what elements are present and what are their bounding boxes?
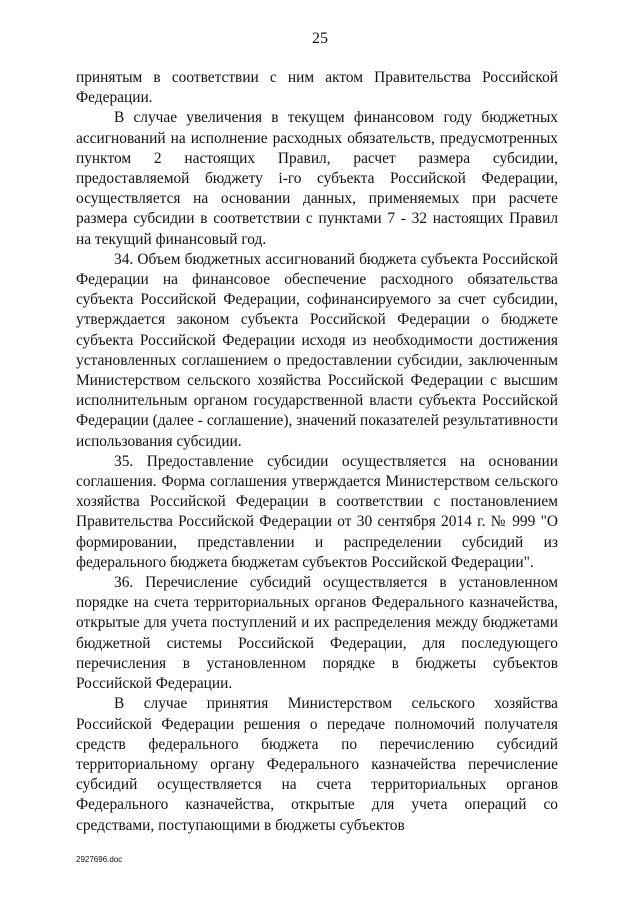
paragraph-budget-increase: В случае увеличения в текущем финансовом году бюджетных ассигнований на исполнение расходных обязательств, предусмотренных пунктом 2 настоящих Правил, расчет размера субсидии, предоставляемой бюджету i-го субъекта Российской Федерации, осуществляется на основании данных, применяемых при расчете размера субсидии в соответствии с пунктами 7 - 32 настоящих Правил на текущий финансовый год.: [76, 109, 558, 248]
paragraph-continuation: принятым в соответствии с ним актом Правительства Российской Федерации.: [76, 69, 558, 107]
paragraph-transfer-powers: В случае принятия Министерством сельского хозяйства Российской Федерации решения о передаче полномочий получателя средств федерального бюджета по перечислению субсидий территориальному органу Федерального казначейства перечисление субсидий осуществляется на счета территориальных органов Федерального казначейства, открытые для учета операций со средствами, поступающими в бюджеты субъектов: [76, 695, 558, 834]
paragraph-item-35: 35. Предоставление субсидии осуществляется на основании соглашения. Форма соглашения утверждается Министерством сельского хозяйства Российской Федерации в соответствии с постановлением Правительства Российской Федерации от 30 сентября 2014 г. № 999 "О формировании, представлении и распределении субсидий из федерального бюджета бюджетам субъектов Российской Федерации".: [76, 452, 558, 571]
page-number: 25: [312, 30, 328, 47]
paragraph-item-34: 34. Объем бюджетных ассигнований бюджета субъекта Российской Федерации на финансовое обеспечение расходного обязательства субъекта Российской Федерации, софинансируемого за счет субсидии, утверждается законом субъекта Российской Федерации о бюджете субъекта Российской Федерации исходя из необходимости достижения установленных соглашением о предоставлении субсидии, заключенным Министерством сельского хозяйства Российской Федерации с высшим исполнительным органом государственной власти субъекта Российской Федерации (далее - соглашение), значений показателей результативности использования субсидии.: [76, 250, 558, 450]
document-body: [76, 68, 558, 836]
paragraph-item-36: 36. Перечисление субсидий осуществляется в установленном порядке на счета территориальных органов Федерального казначейства, открытые для учета поступлений и их распределения между бюджетами бюджетной системы Российской Федерации, для последующего перечисления в установленном порядке в бюджеты субъектов Российской Федерации.: [76, 574, 558, 693]
file-name-footer: 2927696.doc: [76, 855, 123, 864]
